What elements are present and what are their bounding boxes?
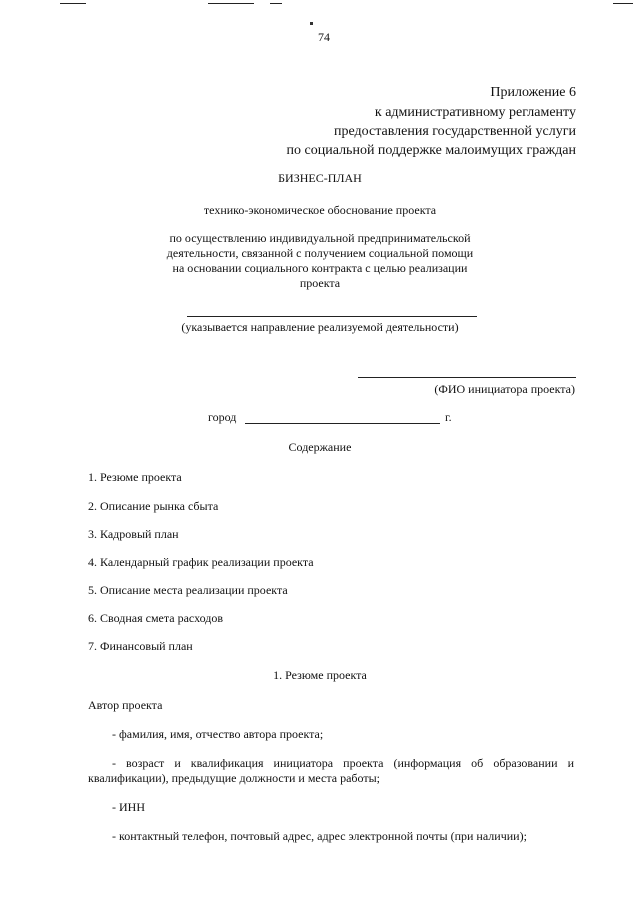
city-blank-line (245, 423, 440, 424)
item-inn: - ИНН (112, 800, 145, 814)
direction-hint: (указывается направление реализуемой деятельности) (181, 320, 459, 334)
contents-item: 3. Кадровый план (88, 527, 179, 541)
document-title: БИЗНЕС-ПЛАН (278, 171, 362, 185)
appendix-line-4: по социальной поддержке малоимущих граждан (286, 143, 576, 158)
appendix-line-3: предоставления государственной услуги (334, 124, 576, 139)
contents-title: Содержание (288, 440, 352, 454)
section-1-title: 1. Резюме проекта (273, 668, 367, 682)
item-qualification-line-1: - возраст и квалификация инициатора проекта (информация об образовании и (112, 756, 574, 770)
purpose-line-2: деятельности, связанной с получением социальной помощи (166, 246, 474, 260)
contents-item: 5. Описание места реализации проекта (88, 583, 288, 597)
direction-blank-line (187, 316, 477, 317)
item-qualification-line-2: квалификации), предыдущие должности и места работы; (88, 771, 381, 785)
contents-item: 1. Резюме проекта (88, 470, 182, 484)
author-label: Автор проекта (88, 698, 163, 712)
purpose-line-4: проекта (299, 276, 341, 290)
document-subtitle: технико-экономическое обоснование проекта (203, 203, 437, 217)
initiator-hint: (ФИО инициатора проекта) (434, 382, 575, 396)
scan-artifact-line (613, 3, 633, 4)
contents-item: 2. Описание рынка сбыта (88, 499, 219, 513)
appendix-line-2: к административному регламенту (374, 105, 576, 120)
scan-speck (310, 22, 313, 25)
scan-artifact-line (60, 3, 86, 4)
item-fio: - фамилия, имя, отчество автора проекта; (112, 727, 324, 741)
city-label: город (208, 410, 237, 424)
contents-item: 6. Сводная смета расходов (88, 611, 224, 625)
contents-item: 7. Финансовый план (88, 639, 193, 653)
appendix-line-1: Приложение 6 (490, 85, 576, 100)
scan-artifact-line (208, 3, 254, 4)
scan-artifact-line (270, 3, 282, 4)
initiator-blank-line (358, 377, 576, 378)
item-contacts: - контактный телефон, почтовый адрес, адрес электронной почты (при наличии); (112, 829, 527, 843)
contents-item: 4. Календарный график реализации проекта (88, 555, 314, 569)
page-number: 74 (318, 30, 330, 44)
purpose-line-1: по осуществлению индивидуальной предпринимательской (169, 231, 471, 245)
year-suffix: г. (445, 410, 452, 424)
purpose-line-3: на основании социального контракта с целью реализации (172, 261, 468, 275)
